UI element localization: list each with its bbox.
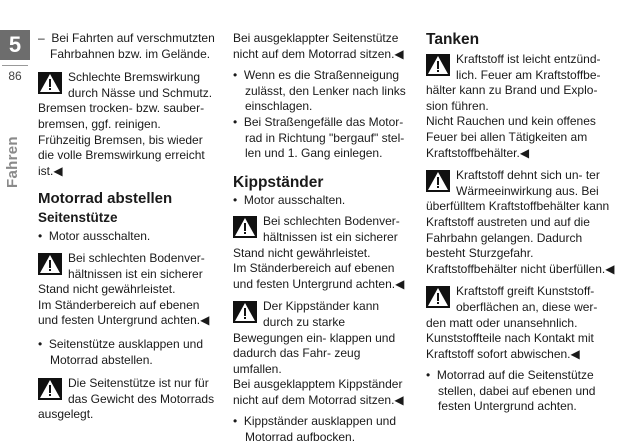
list-item: • Kippständer ausklappen und Motorrad aufbocken. (233, 414, 396, 445)
page-number: 86 (8, 69, 22, 83)
list-item: • Motorrad auf die Seitenstütze stellen, dabei auf ebenen und festen Untergrund achten. (426, 368, 596, 414)
dash-item: – Bei Fahrten auf verschmutzten Fahrbahnen bzw. im Gelände. (38, 31, 215, 61)
warning-icon (38, 253, 62, 275)
paragraph: Kunststoffteile nach Kontakt mit Kraftstoff sofort abwischen.◀ (426, 331, 594, 361)
warning-block (426, 52, 616, 114)
column-3 (426, 31, 616, 415)
warning-text: Der Kippständer kann durch zu starke Bewegungen ein- klappen und dadurch das Fahr- zeug umfallen. (233, 299, 396, 376)
warning-icon (233, 301, 257, 323)
section-heading: Motorrad abstellen (38, 190, 173, 208)
warning-text: Kraftstoff ist leicht entzünd- lich. Feuer am Kraftstoffbe- hälter kann zu Brand und Explo- sion führen. (426, 52, 601, 113)
list-item: • Bei Straßengefälle das Motor- rad in Richtung "bergauf" stel- len und 1. Gang einlegen. (233, 114, 405, 161)
paragraph: Bremsen trocken- bzw. sauber- bremsen, ggf. reinigen. (38, 101, 205, 131)
paragraph: Nicht Rauchen und kein offenes Feuer bei allen Tätigkeiten am Kraftstoffbehälter.◀ (426, 114, 596, 160)
paragraph: Bei ausgeklapptem Kippständer nicht auf dem Motorrad sitzen.◀ (233, 377, 404, 407)
column-2 (233, 31, 411, 446)
paragraph: Kraftstoffbehälter nicht überfüllen.◀ (426, 261, 615, 276)
list-item: • Motor ausschalten. (233, 192, 346, 207)
section-heading: Tanken (426, 31, 480, 48)
warning-icon (426, 54, 450, 76)
list-item: • Motor ausschalten. (38, 229, 151, 244)
warning-block (38, 251, 218, 298)
warning-block (38, 70, 218, 101)
divider (2, 65, 28, 66)
column-1 (38, 31, 218, 423)
warning-text: Kraftstoff greift Kunststoff- oberflächen an, diese wer- den matt oder unansehnlich. (426, 284, 598, 330)
paragraph: Im Ständerbereich auf ebenen und festen Untergrund achten.◀ (38, 297, 210, 328)
warning-text: Bei schlechten Bodenver- hältnissen ist ein sicherer Stand nicht gewährleistet. (233, 214, 400, 260)
warning-icon (38, 378, 62, 400)
warning-block (233, 214, 411, 261)
warning-text: Kraftstoff dehnt sich un- ter Wärmeeinwirkung aus. Bei überfülltem Kraftstoffbehälter kann Kraftstoff austreten und auf die Fahrbahn gelangen. Dadurch besteht Sturzgefahr. (426, 168, 610, 261)
paragraph: Im Ständerbereich auf ebenen und festen Untergrund achten.◀ (233, 261, 405, 291)
warning-text: Die Seitenstütze ist nur für das Gewicht des Motorrads ausgelegt. (38, 376, 215, 422)
list-item: • Seitenstütze ausklappen und Motorrad abstellen. (38, 336, 203, 367)
warning-icon (426, 170, 450, 192)
subsection-heading: Seitenstütze (38, 210, 118, 226)
warning-block (426, 284, 616, 331)
chapter-number: 5 (0, 30, 30, 60)
warning-block (233, 299, 411, 377)
warning-block (38, 376, 218, 423)
warning-text: Bei schlechten Bodenver- hältnissen ist ein sicherer Stand nicht gewährleistet. (38, 250, 205, 297)
warning-block (426, 168, 616, 262)
chapter-title: Fahren (4, 136, 21, 188)
warning-icon (233, 216, 257, 238)
paragraph: Bei ausgeklappter Seitenstütze nicht auf dem Motorrad sitzen.◀ (233, 31, 404, 61)
warning-text: Schlechte Bremswirkung durch Nässe und Schmutz. (68, 70, 213, 100)
list-item: • Wenn es die Straßenneigung zulässt, den Lenker nach links einschlagen. (233, 68, 406, 114)
warning-icon (426, 286, 450, 308)
warning-icon (38, 72, 62, 94)
section-heading: Kippständer (233, 173, 324, 191)
paragraph: Frühzeitig Bremsen, bis wieder die volle Bremswirkung erreicht ist.◀ (38, 132, 205, 178)
